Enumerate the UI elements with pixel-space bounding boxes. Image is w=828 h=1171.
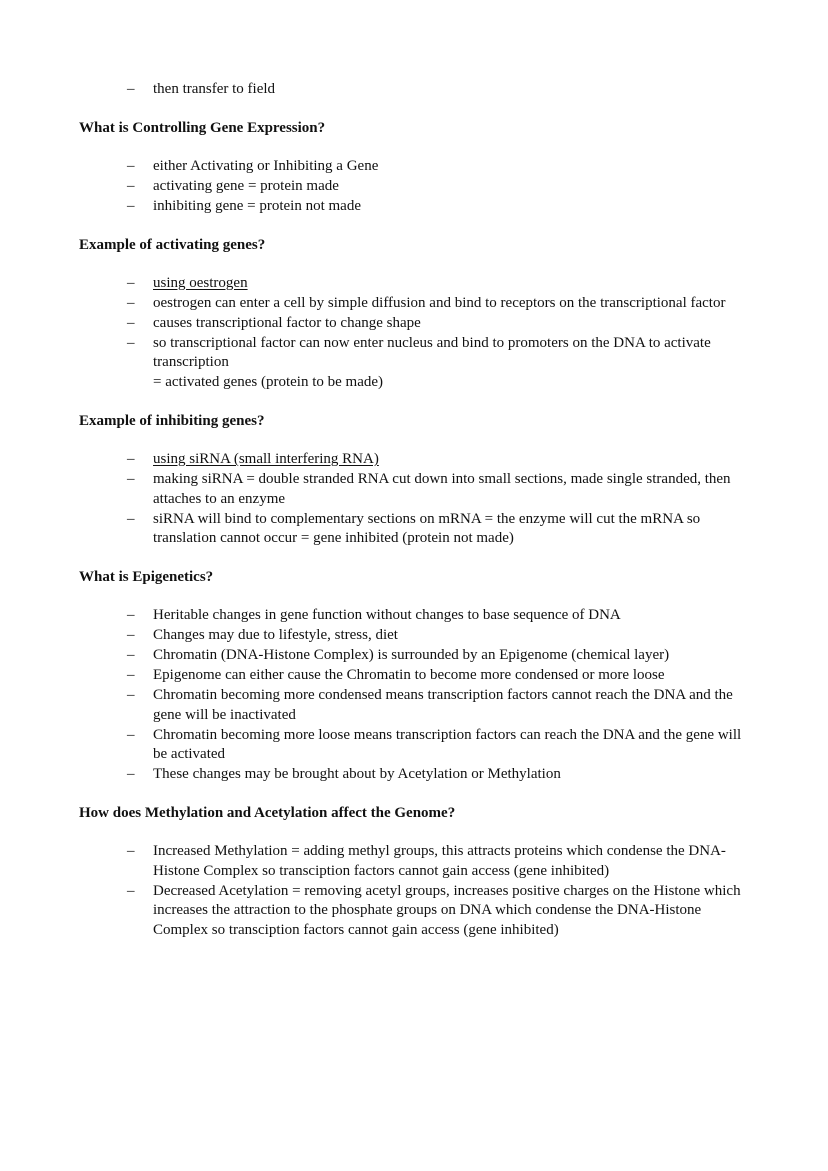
list-item — [127, 842, 759, 881]
list-item — [127, 626, 759, 646]
dash-bullet: – — [127, 274, 135, 291]
list-item — [127, 197, 759, 217]
dash-bullet: – — [127, 667, 135, 684]
list-item-text: making siRNA = double stranded RNA cut down into small sections, made single stranded, then attaches to an enzyme — [153, 471, 731, 507]
list-item — [127, 294, 759, 314]
list-epigenetics — [79, 606, 759, 785]
dash-bullet: – — [127, 81, 135, 97]
list-item — [127, 334, 759, 393]
list-item-text: activating gene = protein made — [153, 177, 339, 194]
heading-controlling-gene-expression: What is Controlling Gene Expression? — [79, 119, 326, 136]
dash-bullet: – — [127, 157, 135, 174]
list-item-text: Decreased Acetylation = removing acetyl groups, increases positive charges on the Histone which increases the attraction to the phosphate groups on DNA which condense the DNA-Histone Complex so transciption factors cannot gain access (gene inhibited) — [153, 882, 741, 939]
list-item — [127, 274, 759, 294]
list-item — [127, 686, 759, 725]
list-item-text: using oestrogen — [153, 274, 248, 291]
dash-bullet: – — [127, 766, 135, 783]
dash-bullet: – — [127, 451, 135, 468]
list-item — [127, 157, 759, 177]
list-item-text: inhibiting gene = protein not made — [153, 197, 362, 214]
dash-bullet: – — [127, 314, 135, 331]
heading-activating-genes: Example of activating genes? — [79, 236, 266, 253]
list-item — [127, 470, 759, 509]
list-item-text: Chromatin becoming more loose means transcription factors can reach the DNA and the gene will be activated — [153, 726, 742, 763]
list-item — [127, 765, 759, 785]
list-item-text: Increased Methylation = adding methyl groups, this attracts proteins which condense the DNA-Histone Complex so transciption factors cannot gain access (gene inhibited) — [153, 843, 726, 879]
dash-bullet: – — [127, 197, 135, 214]
dash-bullet: – — [127, 843, 135, 860]
dash-bullet: – — [127, 334, 135, 351]
list-item-text: siRNA will bind to complementary sections on mRNA = the enzyme will cut the mRNA so translation cannot occur = gene inhibited (protein not made) — [153, 510, 701, 547]
list-item — [127, 666, 759, 686]
heading-epigenetics: What is Epigenetics? — [79, 569, 214, 586]
list-methylation-acetylation — [79, 842, 759, 940]
list-item — [127, 314, 759, 334]
list-item-text: Changes may due to lifestyle, stress, diet — [153, 627, 398, 644]
list-inhibiting-genes — [79, 450, 759, 549]
list-item-text: These changes may be brought about by Acetylation or Methylation — [153, 766, 561, 783]
list-item — [127, 882, 759, 941]
list-item-text: either Activating or Inhibiting a Gene — [153, 157, 379, 174]
dash-bullet: – — [127, 471, 135, 488]
list-item — [127, 80, 759, 100]
dash-bullet: – — [127, 647, 135, 664]
list-activating-genes — [79, 274, 759, 393]
dash-bullet: – — [127, 294, 135, 311]
dash-bullet: – — [127, 177, 135, 194]
heading-methylation-acetylation: How does Methylation and Acetylation affect the Genome? — [79, 805, 456, 822]
dash-bullet: – — [127, 510, 135, 527]
list-item — [127, 646, 759, 666]
list-item — [127, 726, 759, 765]
list-item — [127, 510, 759, 549]
list-item-text: using siRNA (small interfering RNA) — [153, 451, 379, 468]
list-item — [127, 177, 759, 197]
list-item-text: then transfer to field — [153, 81, 276, 97]
list-item-continuation: = activated genes (protein to be made) — [153, 374, 384, 391]
list-item-text: Chromatin becoming more condensed means transcription factors cannot reach the DNA and the gene will be inactivated — [153, 687, 733, 723]
dash-bullet: – — [127, 882, 135, 899]
list-item-text: oestrogen can enter a cell by simple diffusion and bind to receptors on the transcriptional factor — [153, 294, 726, 311]
list-item — [127, 606, 759, 626]
heading-inhibiting-genes: Example of inhibiting genes? — [79, 413, 265, 430]
list-item — [127, 450, 759, 470]
list-continuation — [79, 80, 759, 100]
list-item-text: Epigenome can either cause the Chromatin to become more condensed or more loose — [153, 667, 665, 684]
list-item-text: causes transcriptional factor to change shape — [153, 314, 421, 331]
document-body — [79, 80, 759, 941]
dash-bullet: – — [127, 726, 135, 743]
list-item-text: Heritable changes in gene function without changes to base sequence of DNA — [153, 607, 621, 624]
dash-bullet: – — [127, 687, 135, 704]
list-controlling-gene-expression — [79, 157, 759, 217]
dash-bullet: – — [127, 627, 135, 644]
list-item-text: so transcriptional factor can now enter nucleus and bind to promoters on the DNA to activate transcription — [153, 334, 711, 371]
list-item-text: Chromatin (DNA-Histone Complex) is surrounded by an Epigenome (chemical layer) — [153, 647, 670, 664]
dash-bullet: – — [127, 607, 135, 624]
